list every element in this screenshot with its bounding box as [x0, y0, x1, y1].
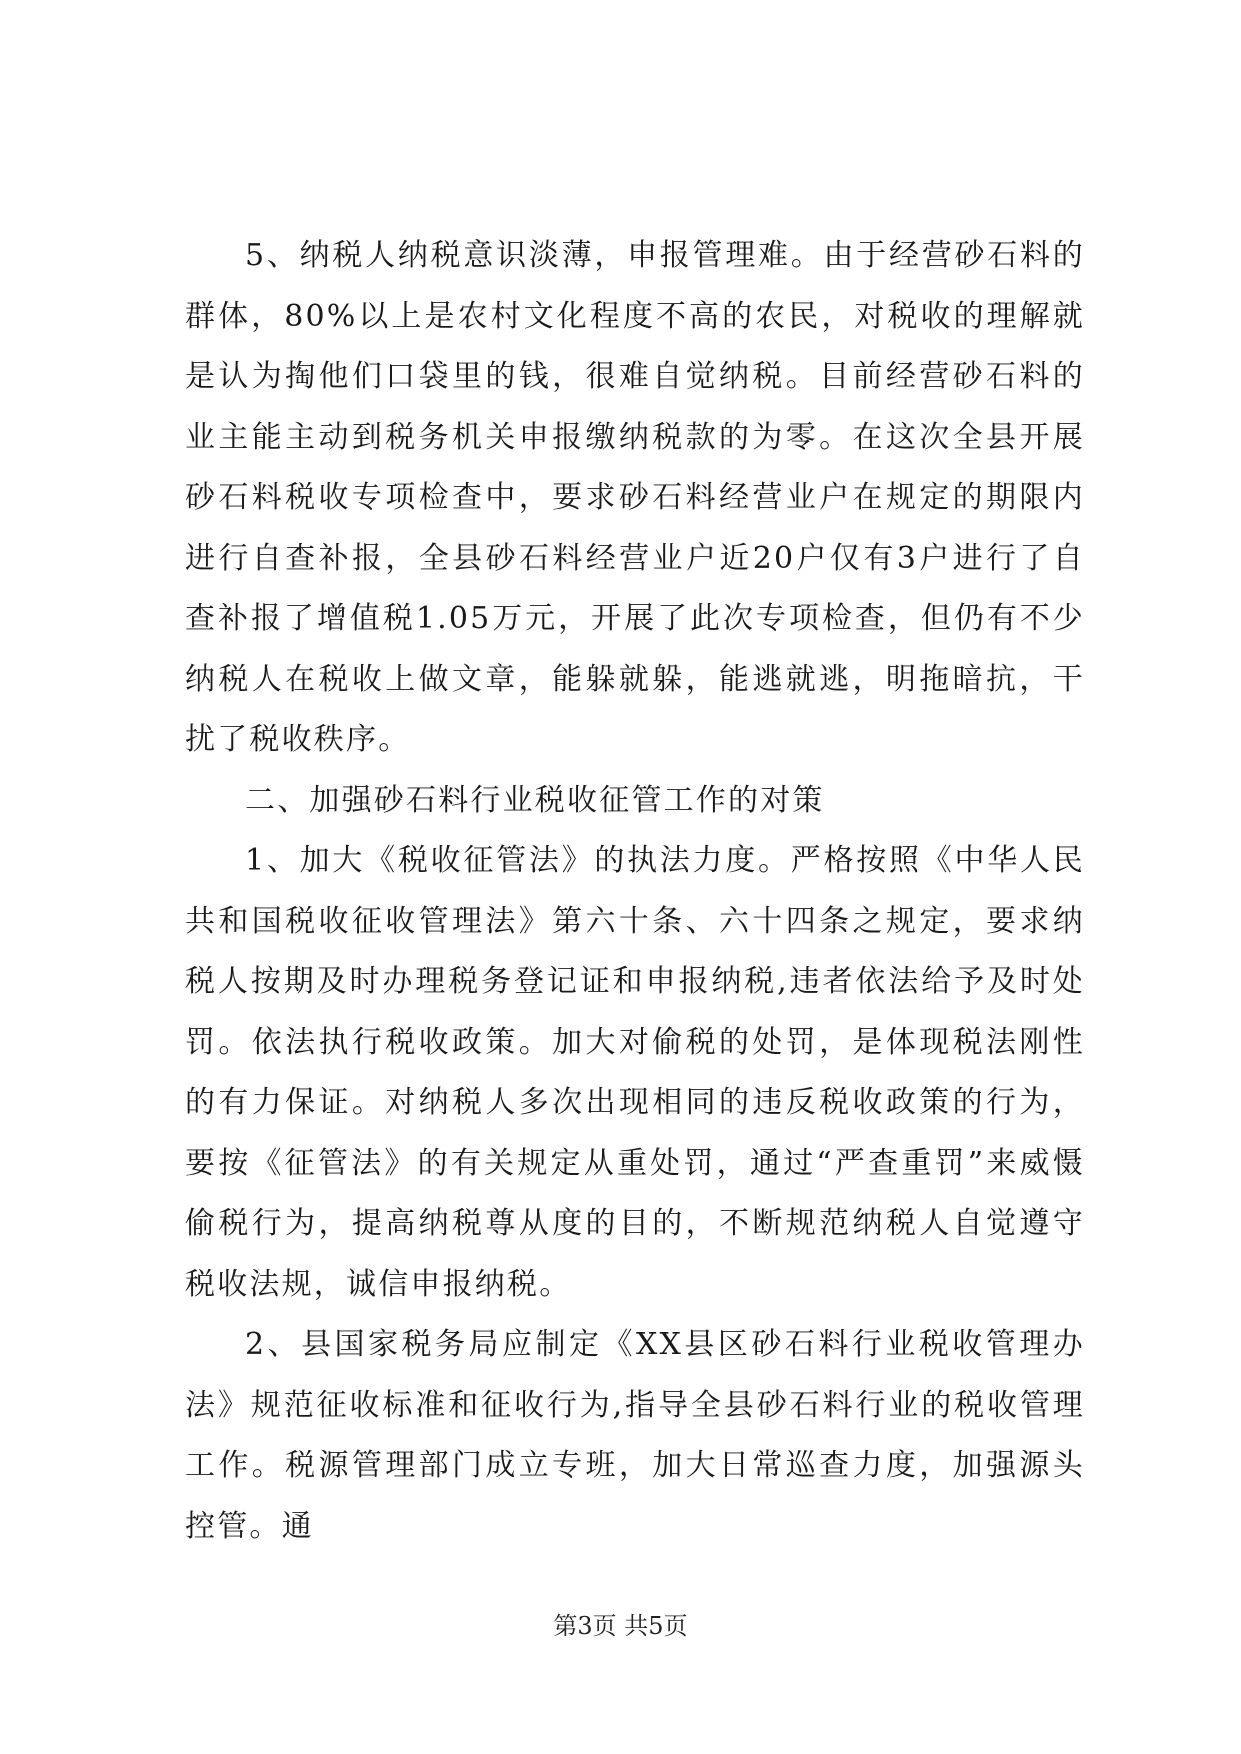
- section-heading-2: 二、加强砂石料行业税收征管工作的对策: [245, 782, 825, 818]
- paragraph-countermeasure-2: 2、县国家税务局应制定《XX县区砂石料行业税收管理办法》规范征收标准和征收行为,指导全县砂石料行业的税收管理工作。税源管理部门成立专班，加大日常巡查力度，加强源头控管。通: [185, 1327, 1085, 1544]
- page-number-footer: 第3页 共5页: [553, 1612, 688, 1640]
- document-body: [185, 226, 1085, 1557]
- paragraph-item-5: 5、纳税人纳税意识淡薄，申报管理难。由于经营砂石料的群体，80%以上是农村文化程度不高的农民，对税收的理解就是认为掏他们口袋里的钱，很难自觉纳税。目前经营砂石料的业主能主动到税务机关申报缴纳税款的为零。在这次全县开展砂石料税收专项检查中，要求砂石料经营业户在规定的期限内进行自查补报，全县砂石料经营业户近20户仅有3户进行了自查补报了增值税1.05万元，开展了此次专项检查，但仍有不少纳税人在税收上做文章，能躲就躲，能逃就逃，明拖暗抗，干扰了税收秩序。: [185, 238, 1085, 757]
- paragraph-countermeasure-1: 1、加大《税收征管法》的执法力度。严格按照《中华人民共和国税收征收管理法》第六十条、六十四条之规定，要求纳税人按期及时办理税务登记证和申报纳税,违者依法给予及时处罚。依法执行税收政策。加大对偷税的处罚，是体现税法刚性的有力保证。对纳税人多次出现相同的违反税收政策的行为，要按《征管法》的有关规定从重处罚，通过“严查重罚”来威慑偷税行为，提高纳税尊从度的目的，不断规范纳税人自觉遵守税收法规，诚信申报纳税。: [185, 843, 1085, 1302]
